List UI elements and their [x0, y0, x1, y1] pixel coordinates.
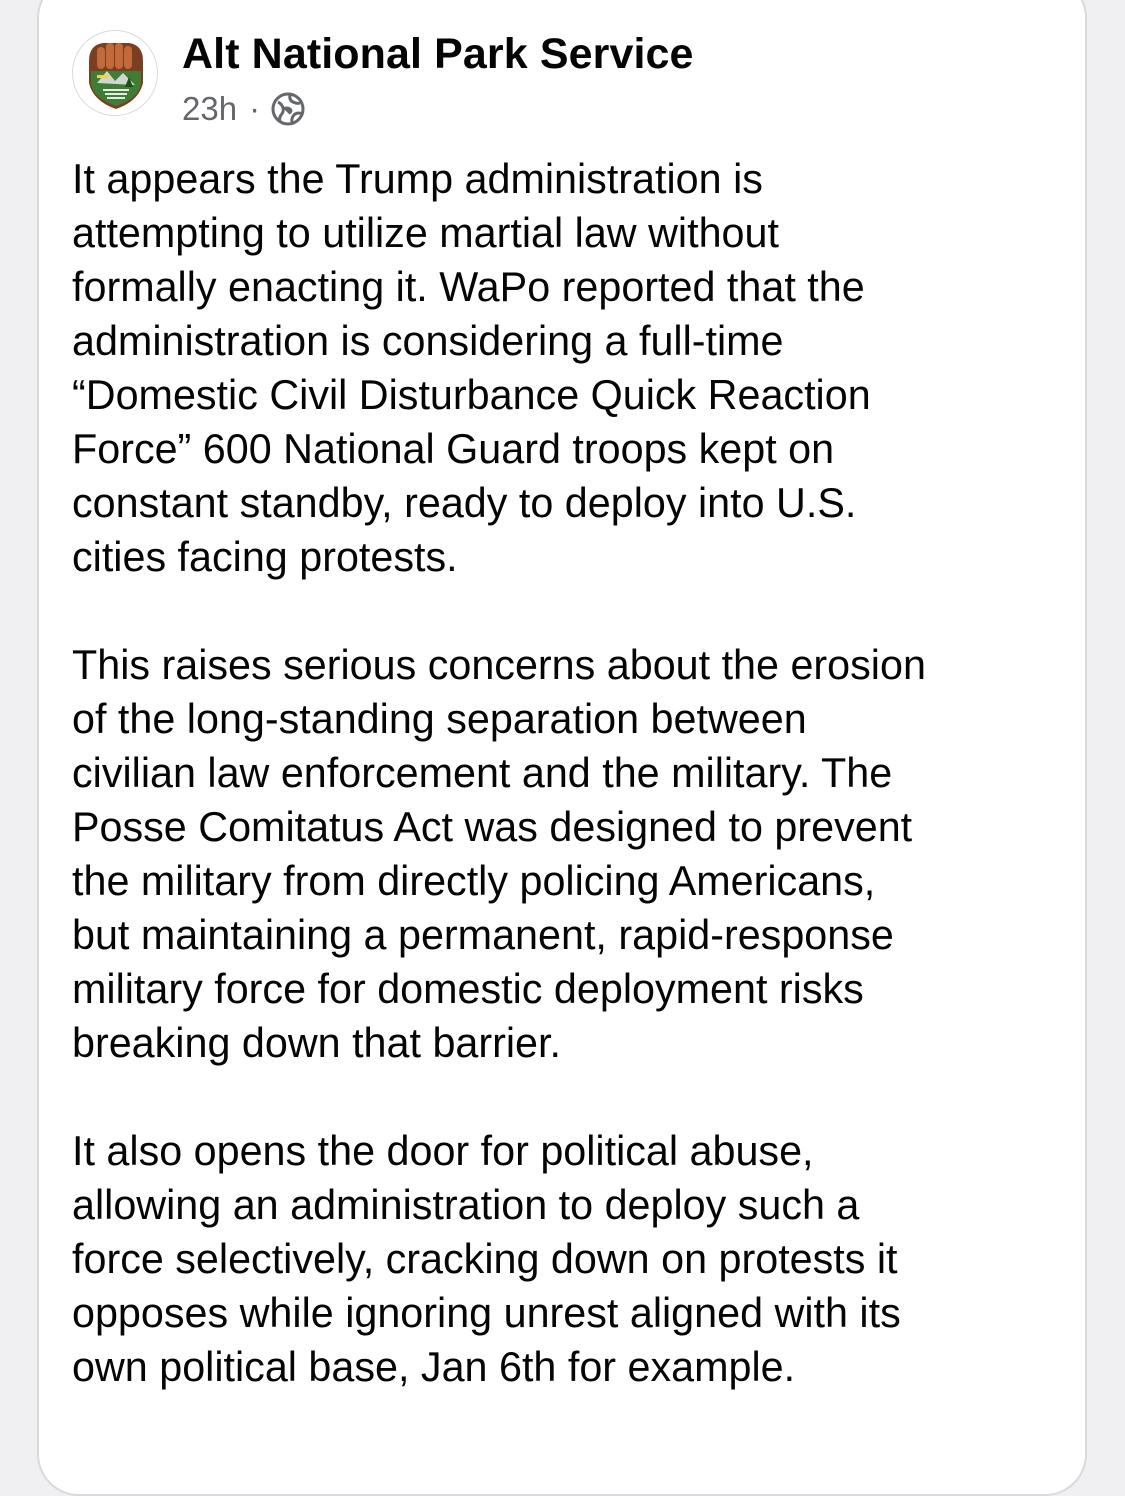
- page-avatar[interactable]: [72, 30, 158, 116]
- post-meta: [182, 90, 306, 128]
- meta-separator: ·: [249, 90, 261, 127]
- post-paragraph-1: It appears the Trump administration is attempting to utilize martial law without formally enacting it. WaPo reported that the administration is considering a full-time “Domestic Civil Disturbance Quick Reaction Force” 600 National Guard troops kept on constant standby, ready to deploy into U.S. cities facing protests.: [72, 156, 871, 580]
- page-name[interactable]: Alt National Park Service: [182, 30, 694, 78]
- alt-nps-logo-icon: [73, 31, 158, 116]
- globe-icon: [270, 91, 306, 127]
- post-paragraph-3: It also opens the door for political abuse, allowing an administration to deploy such a force selectively, cracking down on protests it opposes while ignoring unrest aligned with its own political base, Jan 6th for example.: [72, 1128, 901, 1390]
- post-body: [72, 152, 1072, 1448]
- post-paragraph-2: This raises serious concerns about the erosion of the long-standing separation between civilian law enforcement and the military. The Posse Comitatus Act was designed to prevent the military from directly policing Americans, but maintaining a permanent, rapid-response military force for domestic deployment risks breaking down that barrier.: [72, 642, 926, 1066]
- post-timestamp[interactable]: 23h: [182, 90, 238, 127]
